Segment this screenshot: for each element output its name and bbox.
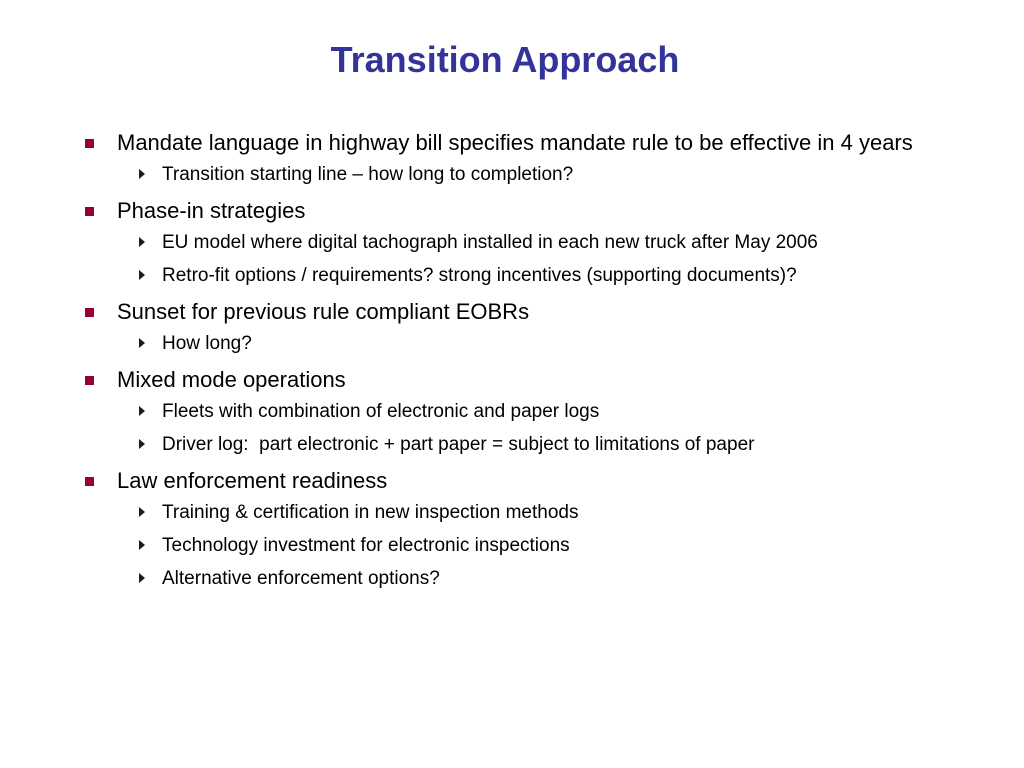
- square-bullet-icon: [85, 139, 94, 148]
- sub-bullet-text: Retro-fit options / requirements? strong incentives (supporting documents)?: [162, 265, 797, 286]
- triangle-bullet-icon: [139, 237, 145, 247]
- sub-bullet-item: [117, 163, 964, 186]
- sub-bullet-item: [117, 534, 964, 557]
- triangle-bullet-icon: [139, 573, 145, 583]
- bullet-text: Phase-in strategies: [117, 198, 306, 223]
- sub-bullet-text: EU model where digital tachograph installed in each new truck after May 2006: [162, 232, 818, 253]
- bullet-item: [84, 297, 964, 355]
- sub-bullet-item: [117, 231, 964, 254]
- slide-body: [84, 128, 964, 600]
- sub-bullet-item: [117, 400, 964, 423]
- bullet-item: [84, 196, 964, 287]
- sub-bullet-list: [117, 231, 964, 287]
- square-bullet-icon: [85, 376, 94, 385]
- triangle-bullet-icon: [139, 338, 145, 348]
- sub-bullet-list: [117, 163, 964, 186]
- sub-bullet-item: [117, 567, 964, 590]
- sub-bullet-text: Training & certification in new inspection methods: [162, 502, 579, 523]
- square-bullet-icon: [85, 308, 94, 317]
- bullet-text: Law enforcement readiness: [117, 468, 388, 493]
- sub-bullet-text: Alternative enforcement options?: [162, 568, 440, 589]
- bullet-item: [84, 365, 964, 456]
- sub-bullet-item: [117, 264, 964, 287]
- sub-bullet-list: [117, 400, 964, 456]
- bullet-item: [84, 466, 964, 590]
- sub-bullet-item: [117, 501, 964, 524]
- bullet-text: Mixed mode operations: [117, 367, 346, 392]
- sub-bullet-text: Transition starting line – how long to completion?: [162, 164, 574, 185]
- triangle-bullet-icon: [139, 169, 145, 179]
- triangle-bullet-icon: [139, 406, 145, 416]
- sub-bullet-text: Technology investment for electronic inspections: [162, 535, 570, 556]
- triangle-bullet-icon: [139, 439, 145, 449]
- slide-title: Transition Approach: [330, 39, 680, 80]
- sub-bullet-item: [117, 332, 964, 355]
- sub-bullet-item: [117, 433, 964, 456]
- sub-bullet-text: Fleets with combination of electronic and paper logs: [162, 401, 600, 422]
- sub-bullet-text: Driver log: part electronic + part paper = subject to limitations of paper: [162, 434, 755, 455]
- triangle-bullet-icon: [139, 540, 145, 550]
- triangle-bullet-icon: [139, 270, 145, 280]
- triangle-bullet-icon: [139, 507, 145, 517]
- sub-bullet-list: [117, 501, 964, 590]
- bullet-item: [84, 128, 964, 186]
- square-bullet-icon: [85, 477, 94, 486]
- sub-bullet-text: How long?: [162, 333, 252, 354]
- bullet-text: Sunset for previous rule compliant EOBRs: [117, 299, 530, 324]
- square-bullet-icon: [85, 207, 94, 216]
- sub-bullet-list: [117, 332, 964, 355]
- bullet-text: Mandate language in highway bill specifies mandate rule to be effective in 4 years: [117, 130, 913, 155]
